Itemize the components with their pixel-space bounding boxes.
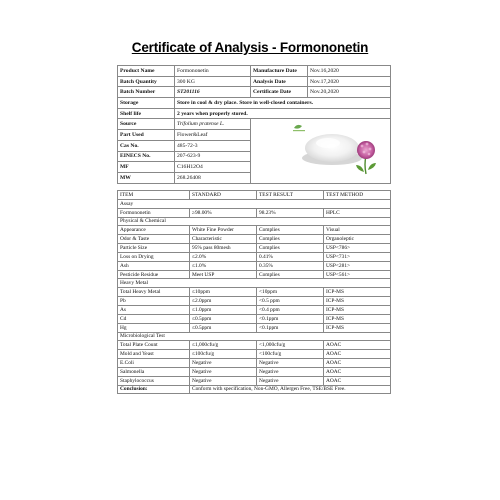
cell-method: HPLC	[324, 208, 391, 217]
detail-label: Source	[118, 119, 175, 130]
cell-method: USP<561>	[324, 270, 391, 279]
detail-value: 268.26408	[175, 172, 251, 183]
test-row	[118, 208, 391, 217]
cell-result: Complies	[257, 244, 324, 253]
test-row	[118, 323, 391, 332]
test-row	[118, 350, 391, 359]
cell-standard: Meet USP	[190, 270, 257, 279]
cell-method: ICP-MS	[324, 305, 391, 314]
test-row	[118, 305, 391, 314]
test-row	[118, 359, 391, 368]
conclusion-value: Conform with specification, Non-GMO, Allergen Free, TSE/BSE Free.	[190, 385, 391, 394]
cell-standard: ≤1.0%	[190, 261, 257, 270]
test-row	[118, 244, 391, 253]
cell-result: Negative	[257, 359, 324, 368]
info-value: Store in cool & dry place. Store in well-closed containers.	[175, 98, 391, 109]
conclusion-row	[118, 385, 391, 394]
info-label: Batch Number	[118, 87, 175, 98]
cell-method: Organoleptic	[324, 235, 391, 244]
info-value: Formononetin	[175, 66, 251, 77]
cell-result: 98.23%	[257, 208, 324, 217]
clover-leaf	[356, 165, 364, 172]
info-label: Analysis Date	[251, 76, 308, 87]
info-row	[118, 76, 391, 87]
cell-result: Negative	[257, 376, 324, 385]
cell-method: ICP-MS	[324, 314, 391, 323]
section-title: Heavy Metal	[118, 279, 391, 288]
cell-standard: Negative	[190, 359, 257, 368]
info-value: Nov.16,2020	[308, 66, 391, 77]
cell-method: USP<281>	[324, 261, 391, 270]
cell-standard: Negative	[190, 376, 257, 385]
detail-value: 485-72-3	[175, 140, 251, 151]
info-row	[118, 87, 391, 98]
test-row	[118, 367, 391, 376]
cell-standard: White Fine Powder	[190, 226, 257, 235]
conclusion-label: Conclusion:	[118, 385, 190, 394]
cell-result: <1,000cfu/g	[257, 341, 324, 350]
cell-method: USP<786>	[324, 244, 391, 253]
info-row	[118, 66, 391, 77]
cell-method: AOAC	[324, 341, 391, 350]
cell-method: AOAC	[324, 359, 391, 368]
column-header: STANDARD	[190, 191, 257, 200]
cell-standard: Negative	[190, 367, 257, 376]
cell-method: USP<731>	[324, 252, 391, 261]
cell-item: E.Coli	[118, 359, 190, 368]
test-row	[118, 376, 391, 385]
cell-item: Particle Size	[118, 244, 190, 253]
cell-item: Total Heavy Metal	[118, 288, 190, 297]
cell-result: 0.41%	[257, 252, 324, 261]
test-row	[118, 261, 391, 270]
detail-label: MF	[118, 162, 175, 173]
info-label: Manufacture Date	[251, 66, 308, 77]
detail-value: Trifolium pratense L.	[175, 119, 251, 130]
section-row	[118, 199, 391, 208]
test-row	[118, 235, 391, 244]
cell-method: ICP-MS	[324, 323, 391, 332]
brand-logo-icon	[293, 125, 305, 131]
cell-result: <0.4 ppm	[257, 305, 324, 314]
section-title: Microbiological Test	[118, 332, 391, 341]
cell-standard: ≤2.0%	[190, 252, 257, 261]
cell-item: As	[118, 305, 190, 314]
info-value: ST201116	[175, 87, 251, 98]
cell-item: Odor & Taste	[118, 235, 190, 244]
cell-method: ICP-MS	[324, 288, 391, 297]
detail-value: 207-623-9	[175, 151, 251, 162]
detail-value: Flower&Leaf	[175, 130, 251, 141]
cell-item: Cd	[118, 314, 190, 323]
cell-result: <0.1ppm	[257, 323, 324, 332]
cell-standard: ≥98.00%	[190, 208, 257, 217]
test-row	[118, 226, 391, 235]
cell-item: Total Plate Count	[118, 341, 190, 350]
cell-result: <0.5 ppm	[257, 297, 324, 306]
info-value: 300 KG	[175, 76, 251, 87]
info-label: Storage	[118, 98, 175, 109]
cell-method: ICP-MS	[324, 297, 391, 306]
info-value: Nov.17,2020	[308, 76, 391, 87]
powder-pile	[305, 134, 359, 162]
detail-label: Cas No.	[118, 140, 175, 151]
cell-item: Hg	[118, 323, 190, 332]
cell-standard: ≤10ppm	[190, 288, 257, 297]
info-value: 2 years when properly stored.	[175, 108, 391, 119]
section-row	[118, 279, 391, 288]
test-row	[118, 341, 391, 350]
cell-item: Loss on Drying	[118, 252, 190, 261]
column-header: ITEM	[118, 191, 190, 200]
cell-standard: ≤100cfu/g	[190, 350, 257, 359]
cell-item: Ash	[118, 261, 190, 270]
cell-standard: ≤1,000cfu/g	[190, 341, 257, 350]
cell-standard: ≤0.5ppm	[190, 314, 257, 323]
storage-row	[118, 98, 391, 109]
cell-result: 0.35%	[257, 261, 324, 270]
cell-method: AOAC	[324, 350, 391, 359]
column-header: TEST RESULT	[257, 191, 324, 200]
column-header: TEST METHOD	[324, 191, 391, 200]
cell-result: Complies	[257, 226, 324, 235]
cell-item: Pesticide Residue	[118, 270, 190, 279]
cell-result: <0.1ppm	[257, 314, 324, 323]
detail-label: EINECS No.	[118, 151, 175, 162]
cell-item: Salmonella	[118, 367, 190, 376]
section-title: Physical & Chemical	[118, 217, 391, 226]
test-row	[118, 270, 391, 279]
info-value: Nov.20,2020	[308, 87, 391, 98]
cell-item: Appearance	[118, 226, 190, 235]
cell-result: Negative	[257, 367, 324, 376]
info-label: Certificate Date	[251, 87, 308, 98]
document-title: Certificate of Analysis - Formononetin	[131, 40, 369, 55]
section-title: Assay	[118, 199, 391, 208]
cell-item: Formononetin	[118, 208, 190, 217]
section-row	[118, 332, 391, 341]
cell-method: AOAC	[324, 376, 391, 385]
cell-item: Pb	[118, 297, 190, 306]
cell-item: Mold and Yeast	[118, 350, 190, 359]
cell-item: Staphylococcus	[118, 376, 190, 385]
analysis-header-row	[118, 191, 391, 200]
cell-standard: Characteristic	[190, 235, 257, 244]
info-label: Shelf life	[118, 108, 175, 119]
test-row	[118, 288, 391, 297]
detail-label: Part Used	[118, 130, 175, 141]
cell-standard: ≤1.0ppm	[190, 305, 257, 314]
cell-result: Complies	[257, 270, 324, 279]
cell-method: Visual	[324, 226, 391, 235]
analysis-table	[117, 190, 391, 394]
detail-value: C16H12O4	[175, 162, 251, 173]
section-row	[118, 217, 391, 226]
cell-standard: ≤2.0ppm	[190, 297, 257, 306]
cell-result: <10ppm	[257, 288, 324, 297]
cell-result: Complies	[257, 235, 324, 244]
cell-standard: 95% pass 80mesh	[190, 244, 257, 253]
test-row	[118, 252, 391, 261]
product-photo	[280, 112, 386, 180]
info-label: Batch Quantity	[118, 76, 175, 87]
cell-standard: ≤0.5ppm	[190, 323, 257, 332]
cell-result: <100cfu/g	[257, 350, 324, 359]
detail-label: MW	[118, 172, 175, 183]
test-row	[118, 297, 391, 306]
test-row	[118, 314, 391, 323]
cell-method: AOAC	[324, 367, 391, 376]
info-label: Product Name	[118, 66, 175, 77]
